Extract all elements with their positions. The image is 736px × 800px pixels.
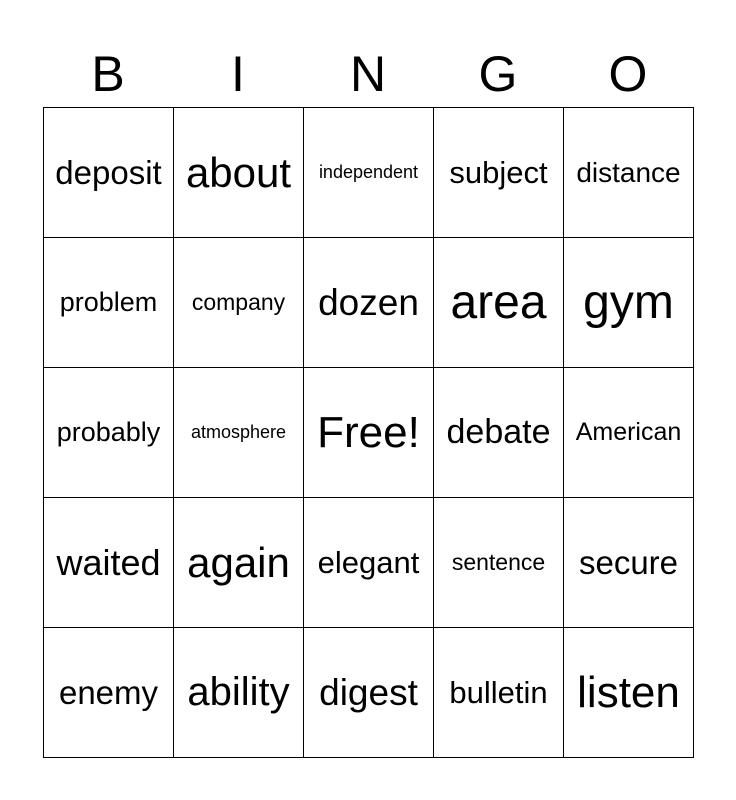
free-space-cell[interactable]: Free! <box>304 368 434 498</box>
bingo-cell[interactable]: company <box>174 238 304 368</box>
header-letter-i: I <box>231 46 245 102</box>
bingo-cell[interactable]: about <box>174 108 304 238</box>
bingo-cell[interactable]: distance <box>564 108 694 238</box>
header-letter-g: G <box>478 46 518 102</box>
bingo-cell[interactable]: enemy <box>44 628 174 758</box>
bingo-cell[interactable]: bulletin <box>434 628 564 758</box>
bingo-board <box>43 107 694 758</box>
bingo-cell[interactable]: American <box>564 368 694 498</box>
bingo-cell[interactable]: ability <box>174 628 304 758</box>
bingo-header <box>43 40 693 108</box>
bingo-cell[interactable]: again <box>174 498 304 628</box>
bingo-cell[interactable]: dozen <box>304 238 434 368</box>
header-letter-b: B <box>91 46 125 102</box>
bingo-cell[interactable]: deposit <box>44 108 174 238</box>
bingo-cell[interactable]: independent <box>304 108 434 238</box>
bingo-cell[interactable]: listen <box>564 628 694 758</box>
header-letter-o: O <box>608 46 648 102</box>
bingo-cell[interactable]: gym <box>564 238 694 368</box>
bingo-cell[interactable]: elegant <box>304 498 434 628</box>
bingo-cell[interactable]: sentence <box>434 498 564 628</box>
bingo-cell[interactable]: debate <box>434 368 564 498</box>
bingo-cell[interactable]: waited <box>44 498 174 628</box>
bingo-cell[interactable]: area <box>434 238 564 368</box>
bingo-cell[interactable]: digest <box>304 628 434 758</box>
bingo-cell[interactable]: problem <box>44 238 174 368</box>
bingo-cell[interactable]: atmosphere <box>174 368 304 498</box>
bingo-cell[interactable]: subject <box>434 108 564 238</box>
header-letter-n: N <box>349 46 387 102</box>
bingo-cell[interactable]: secure <box>564 498 694 628</box>
bingo-cell[interactable]: probably <box>44 368 174 498</box>
